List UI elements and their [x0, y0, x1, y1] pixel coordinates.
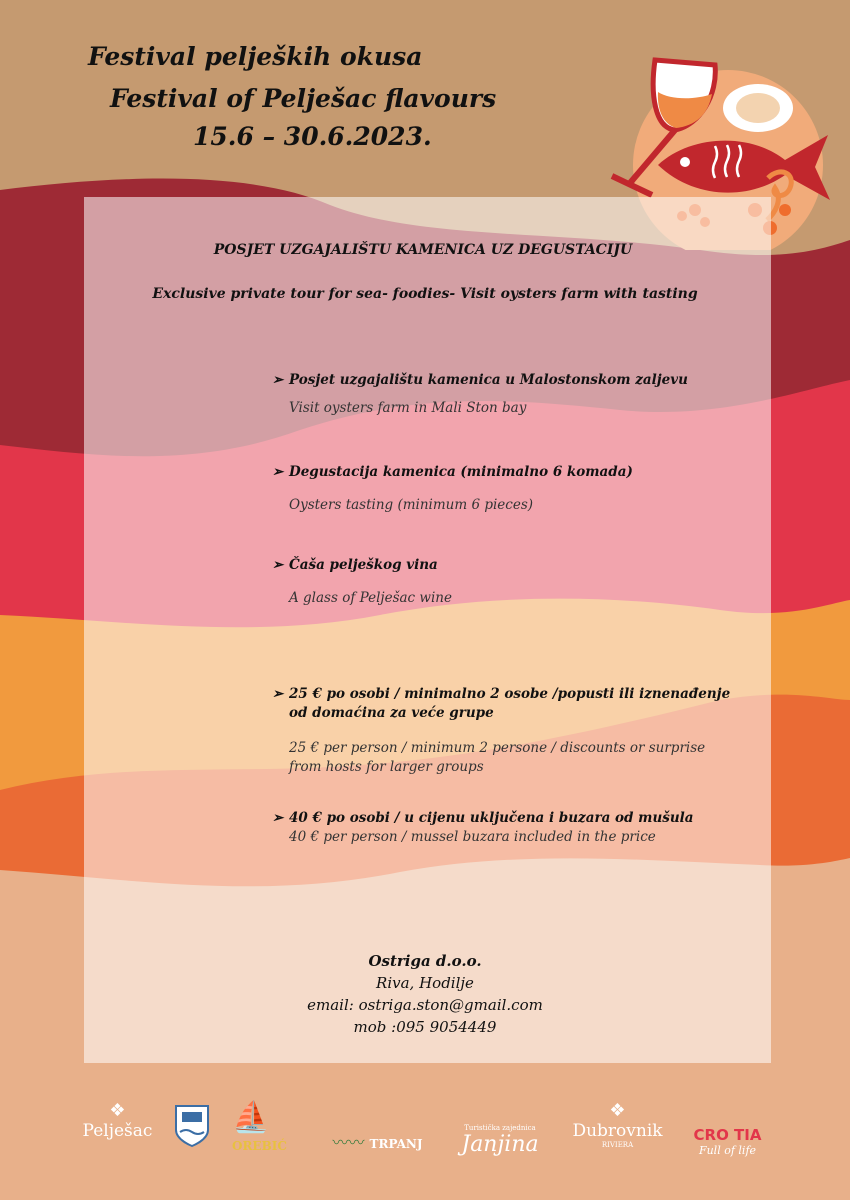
logo-dubrovnik: ❖ Dubrovnik RIVIERA — [565, 1100, 670, 1149]
tour-subheading: Exclusive private tour for sea- foodies- Visit oysters farm with tasting — [152, 286, 698, 302]
list-item — [272, 557, 452, 606]
price-hr-line2: od domaćina za veće grupe — [289, 705, 494, 721]
logo-ston-crest-icon — [172, 1100, 212, 1152]
logo-croatia: CRO TIA Full of life — [693, 1126, 762, 1157]
list-item — [272, 372, 688, 416]
festival-title-hr: Festival peljeških okusa — [88, 42, 423, 71]
item-en: Visit oysters farm in Mali Ston bay — [289, 400, 527, 416]
item-hr: Posjet uzgajalištu kamenica u Malostonskom zaljevu — [289, 372, 688, 388]
peljesac-emblem-icon: ❖ — [109, 1100, 126, 1121]
logo-trpanj: 〰〰 TRPANJ — [332, 1133, 423, 1152]
phone[interactable]: mob :095 9054449 — [353, 1018, 497, 1036]
item-en: A glass of Pelješac wine — [289, 590, 452, 606]
address: Riva, Hodilje — [376, 974, 474, 992]
price-en-line2: from hosts for larger groups — [289, 759, 484, 775]
email[interactable]: email: ostriga.ston@gmail.com — [307, 996, 543, 1014]
contact-block — [0, 950, 850, 1038]
item-en: Oysters tasting (minimum 6 pieces) — [289, 497, 534, 513]
festival-title-en: Festival of Pelješac flavours — [110, 84, 497, 113]
dubrovnik-emblem-icon: ❖ — [609, 1100, 626, 1121]
arrow-bullet-icon: ➢ — [272, 686, 284, 702]
festival-dates: 15.6 – 30.6.2023. — [193, 122, 432, 151]
logo-peljesac: ❖ Pelješac — [80, 1100, 155, 1141]
logo-janjina: Turistička zajednica Janjina — [461, 1124, 539, 1157]
sponsor-logos — [0, 1100, 850, 1170]
item-hr: Degustacija kamenica (minimalno 6 komada) — [289, 464, 633, 480]
list-item — [272, 464, 633, 513]
tour-heading: POSJET UZGAJALIŠTU KAMENICA UZ DEGUSTACIJU — [213, 242, 633, 258]
logo-orebic: ⛵ OREBIĆ — [232, 1100, 287, 1153]
arrow-bullet-icon: ➢ — [272, 557, 284, 573]
content-panel — [84, 197, 771, 1063]
arrow-bullet-icon: ➢ — [272, 464, 284, 480]
arrow-bullet-icon: ➢ — [272, 372, 284, 388]
price-hr-line1: 40 € po osobi / u cijenu uključena i buzara od mušula — [289, 810, 694, 826]
price-hr-line1: 25 € po osobi / minimalno 2 osobe /popusti ili iznenađenje — [289, 686, 731, 702]
price-item — [272, 686, 730, 775]
company-name: Ostriga d.o.o. — [368, 952, 482, 970]
arrow-bullet-icon: ➢ — [272, 810, 284, 826]
price-en-line1: 25 € per person / minimum 2 persone / discounts or surprise — [289, 740, 706, 756]
trpanj-wave-icon: 〰〰 — [332, 1133, 365, 1152]
price-item — [272, 810, 694, 845]
price-en-line1: 40 € per person / mussel buzara included in the price — [289, 829, 656, 845]
sailboat-icon: ⛵ — [232, 1100, 270, 1135]
item-hr: Čaša pelješkog vina — [289, 557, 438, 573]
